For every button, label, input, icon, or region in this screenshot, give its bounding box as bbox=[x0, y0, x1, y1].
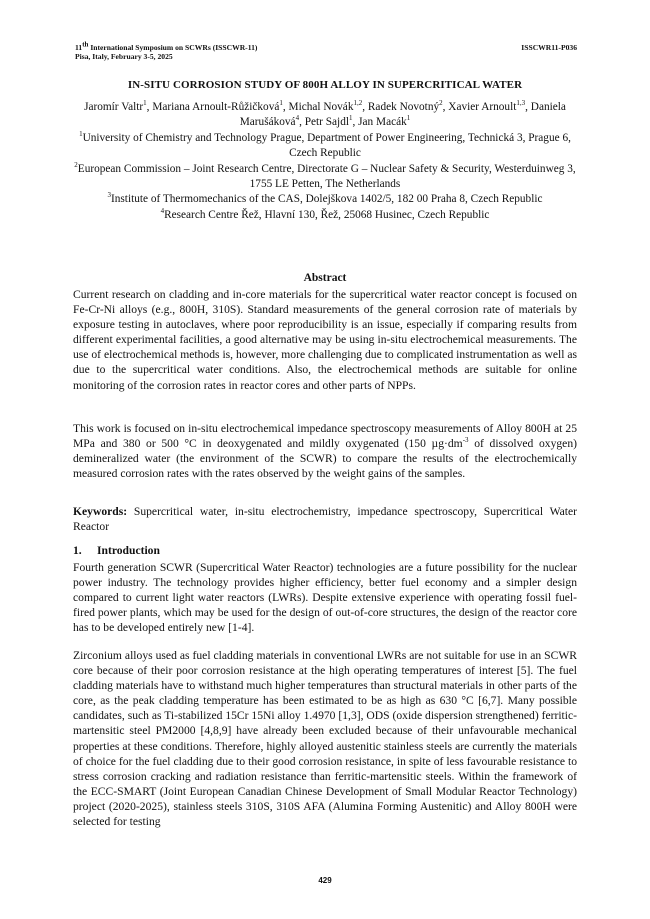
conference-name: 11th International Symposium on SCWRs (ISSCWR-11) bbox=[75, 40, 258, 52]
section-heading: 1. Introduction bbox=[73, 544, 160, 557]
conference-header bbox=[75, 40, 258, 61]
paper-title: IN-SITU CORROSION STUDY OF 800H ALLOY IN SUPERCRITICAL WATER bbox=[127, 79, 523, 91]
affiliation: $^1$University of Chemistry and Technology Prague, Department of Power Engineering, Technická 3, Prague 6, Czech Republic bbox=[79, 130, 571, 160]
author-affiliation-mark: 2 bbox=[439, 99, 443, 108]
page-number: 429 bbox=[318, 876, 332, 885]
author-name: Mariana Arnoult-Růžičková bbox=[152, 101, 280, 113]
author-name: Jan Macák bbox=[358, 116, 407, 129]
affiliation: $^3$Institute of Thermomechanics of the CAS, Dolejškova 1402/5, 182 00 Praha 8, Czech Republic bbox=[107, 191, 543, 206]
author-affiliation-mark: 1 bbox=[406, 114, 411, 123]
author-name: Radek Novotný bbox=[367, 101, 440, 113]
author-affiliation-mark: 1,2 bbox=[353, 99, 363, 108]
affiliation-list bbox=[70, 131, 580, 223]
conference-location-date: Pisa, Italy, February 3-5, 2025 bbox=[75, 52, 173, 61]
keywords bbox=[73, 504, 577, 534]
author-name: Xavier Arnoult bbox=[448, 101, 517, 113]
abstract-heading: Abstract bbox=[303, 272, 347, 284]
author-name: Michal Novák bbox=[288, 101, 354, 113]
author-name: Petr Sajdl bbox=[304, 116, 349, 129]
author-name: Daniela Marušáková bbox=[239, 101, 566, 129]
author-affiliation-mark: 4 bbox=[295, 114, 300, 123]
author-affiliation-mark: 1 bbox=[279, 99, 283, 108]
paper-id: ISSCWR11-P036 bbox=[521, 43, 577, 52]
abstract-paragraph: This work is focused on in-situ electrochemical impedance spectroscopy measurements of Alloy 800H at 25 MPa and 380 or 500 °C in deoxygenated and mildly oxygenated (150 $\mu g\cdot dm^{-3}$ of dissolved oxygen) demineralized water (the environment of the SCWR) to compare the results of the electrochemically measured corrosion rates with the rates observed by the weight gains of the samples. bbox=[73, 422, 577, 481]
abstract-paragraph: Current research on cladding and in-core materials for the supercritical water reactor concept is focused on Fe-Cr-Ni alloys (e.g., 800H, 310S). Standard measurements of the general corrosion rate of materials by exposure testing in autoclaves, where poor reproducibility is an issue, especially if comparing results from different experimental facilities, a good alternative may be using in-situ electrochemical measurements. The use of electrochemical methods is, however, more challenging due to complicated instrumentation as well as due to the supercritical water conditions. Also, the electrochemical methods are suitable for online monitoring of the corrosion rates in reactor cores and other parts of NPPs. bbox=[73, 288, 577, 392]
author-name: Jaromír Valtr bbox=[84, 101, 144, 113]
affiliation: $^4$Research Centre Řež, Hlavní 130, Řež, 25068 Husinec, Czech Republic bbox=[160, 207, 490, 221]
affiliation: $^2$European Commission – Joint Research Centre, Directorate G – Nuclear Safety & Security, Westerduinweg 3, 1755 LE Petten, The Netherlands bbox=[74, 160, 576, 191]
author-block bbox=[70, 100, 580, 223]
intro-paragraph: Zirconium alloys used as fuel cladding materials in conventional LWRs are not suitable for use in an SCWR core because of their poor corrosion resistance at the high operating temperatures of interest [5]. The fuel cladding materials have to withstand much higher temperatures than structural materials in other parts of the core, as the peak cladding temperature has been estimated to be as high as 630 °C [6,7]. Many possible candidates, such as Ti-stabilized 15Cr 15Ni alloy 1.4970 [1,3], ODS (oxide dispersion strengthened) ferritic-martensitic steel PM2000 [4,8,9] have already been excluded because of their unfavourable mechanical properties at these conditions. Therefore, highly alloyed austenitic stainless steels are currently the materials of choice for the fuel cladding due to their good corrosion resistance, in spite of less favourable resistance to stress corrosion cracking and radiation resistance than ferritic-martensitic steels. Within the framework of the ECC-SMART (Joint European Canadian Chinese Development of Small Modular Reactor Technology) project (2020-2025), stainless steels 310S, 310S AFA (Alumina Forming Austenitic) and Alloy 800H were selected for testing bbox=[73, 649, 577, 829]
author-list: Jaromír Valtr$^1$, Mariana Arnoult-Růžičková$^1$, Michal Novák$^{1,2}$, Radek Novotný$^2$, Xavier Arnoult$^{1,3}$, Daniela Marušáková$^4$, Petr Sajdl$^1$, Jan Macák$^1$ bbox=[84, 99, 566, 129]
author-affiliation-mark: 1 bbox=[348, 114, 353, 123]
intro-paragraph: Fourth generation SCWR (Supercritical Water Reactor) technologies are a future possibility for the nuclear power industry. The technology provides higher efficiency, better fuel economy and a simpler design compared to current light water reactors (LWRs). Despite extensive experience with operating fossil fuel-fired power plants, which may be used for the design of out-of-core structures, the design of the reactor core has to be developed entirely new [1-4]. bbox=[73, 561, 577, 635]
keywords-text: Supercritical water, in-situ electrochemistry, impedance spectroscopy, Supercritical Water Reactor bbox=[73, 505, 577, 534]
author-affiliation-mark: 1,3 bbox=[516, 99, 526, 108]
keywords-label: Keywords: bbox=[73, 505, 128, 518]
author-affiliation-mark: 1 bbox=[143, 99, 147, 108]
